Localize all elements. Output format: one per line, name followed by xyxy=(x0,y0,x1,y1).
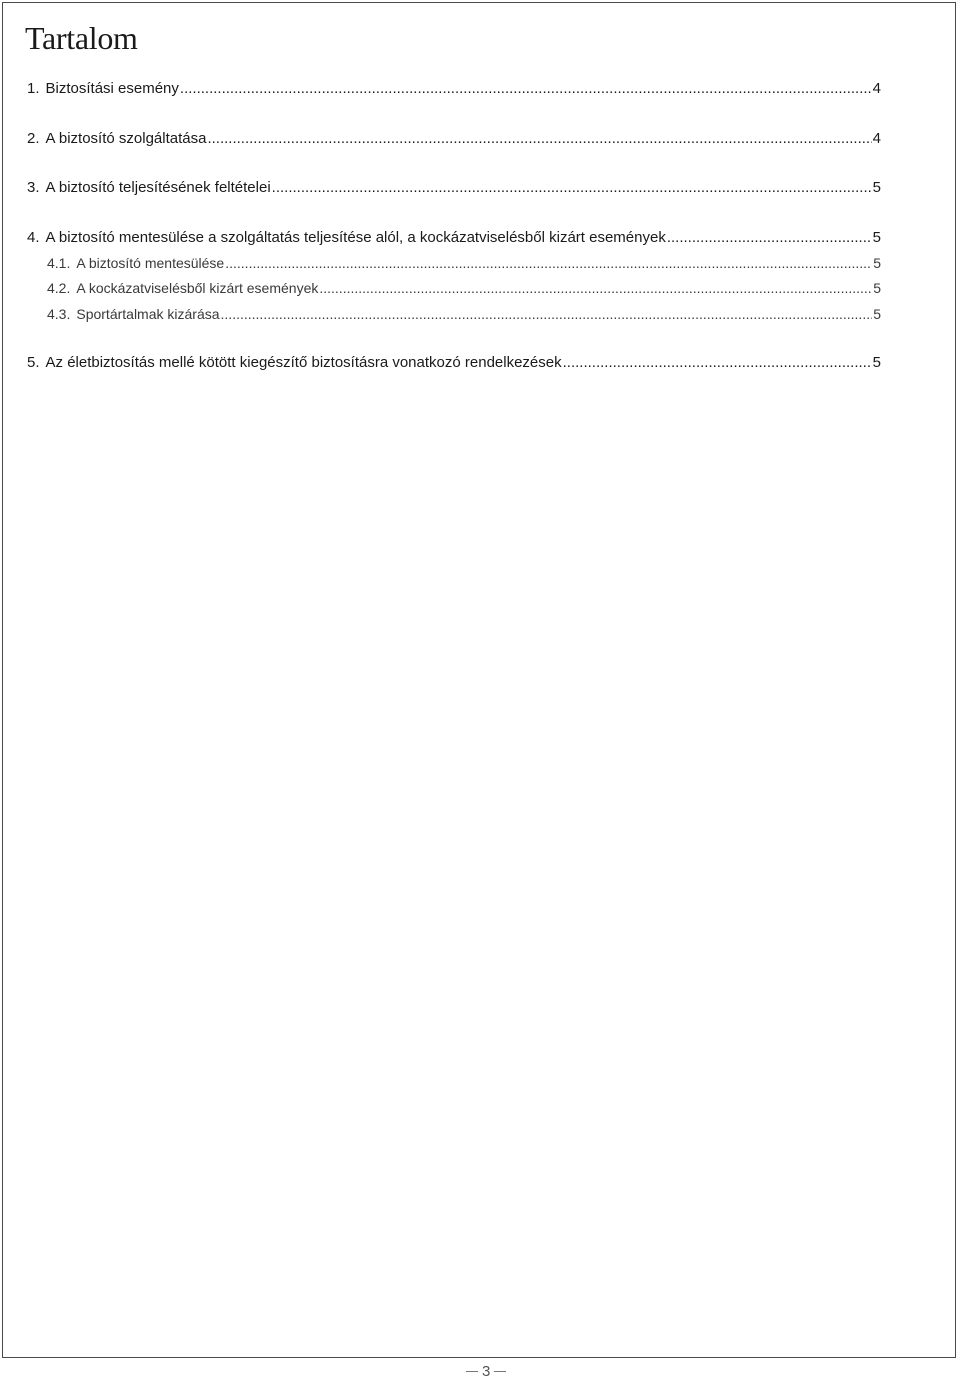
toc-entry-number: 4. xyxy=(27,229,40,246)
toc-entry-page: 5 xyxy=(872,179,881,196)
toc-entry-label: Biztosítási esemény xyxy=(45,80,179,97)
toc-entry-4-1[interactable] xyxy=(47,255,881,271)
toc-entry-label: A biztosító szolgáltatása xyxy=(45,130,207,147)
toc-entry-label: A biztosító teljesítésének feltételei xyxy=(45,179,271,196)
toc-title: Tartalom xyxy=(25,20,138,56)
toc-entry-number: 1. xyxy=(27,80,40,97)
page-number-dash-left xyxy=(466,1371,478,1372)
dot-leader xyxy=(225,255,872,271)
toc-entry-4-3[interactable] xyxy=(47,306,881,322)
toc-entry-1[interactable] xyxy=(27,80,881,97)
dot-leader xyxy=(207,130,871,147)
dot-leader xyxy=(667,229,872,246)
dot-leader xyxy=(221,306,873,322)
page-number-value: 3 xyxy=(482,1363,491,1380)
toc-entry-label: A biztosító mentesülése a szolgáltatás teljesítése alól, a kockázatviselésből kizárt események xyxy=(45,229,666,246)
toc-entry-page: 5 xyxy=(872,229,881,246)
toc-entry-label: Sportártalmak kizárása xyxy=(76,306,220,322)
dot-leader xyxy=(319,280,872,296)
page-number xyxy=(462,1363,510,1380)
page-number-dash-right xyxy=(494,1371,506,1372)
toc-entry-number: 3. xyxy=(27,179,40,196)
dot-leader xyxy=(180,80,872,97)
page-frame xyxy=(2,2,956,1358)
toc-entry-number: 5. xyxy=(27,354,40,371)
toc-entry-number: 4.3. xyxy=(47,306,71,322)
toc-entry-page: 5 xyxy=(873,255,881,271)
toc-entry-label: A kockázatviselésből kizárt események xyxy=(76,280,319,296)
toc-entry-page: 4 xyxy=(872,80,881,97)
toc-entry-number: 4.1. xyxy=(47,255,71,271)
toc-entry-page: 4 xyxy=(872,130,881,147)
toc-entry-label: A biztosító mentesülése xyxy=(76,255,225,271)
toc-entry-number: 2. xyxy=(27,130,40,147)
toc-entry-number: 4.2. xyxy=(47,280,71,296)
dot-leader xyxy=(272,179,872,196)
toc-entry-4-2[interactable] xyxy=(47,280,881,296)
toc-entry-2[interactable] xyxy=(27,130,881,147)
dot-leader xyxy=(563,354,872,371)
toc-entry-4[interactable] xyxy=(27,229,881,246)
toc-entry-page: 5 xyxy=(873,280,881,296)
toc-entry-page: 5 xyxy=(873,306,881,322)
toc-entry-label: Az életbiztosítás mellé kötött kiegészítő biztosításra vonatkozó rendelkezések xyxy=(45,354,562,371)
toc-entry-3[interactable] xyxy=(27,179,881,196)
toc-entry-5[interactable] xyxy=(27,354,881,371)
toc-entry-page: 5 xyxy=(872,354,881,371)
